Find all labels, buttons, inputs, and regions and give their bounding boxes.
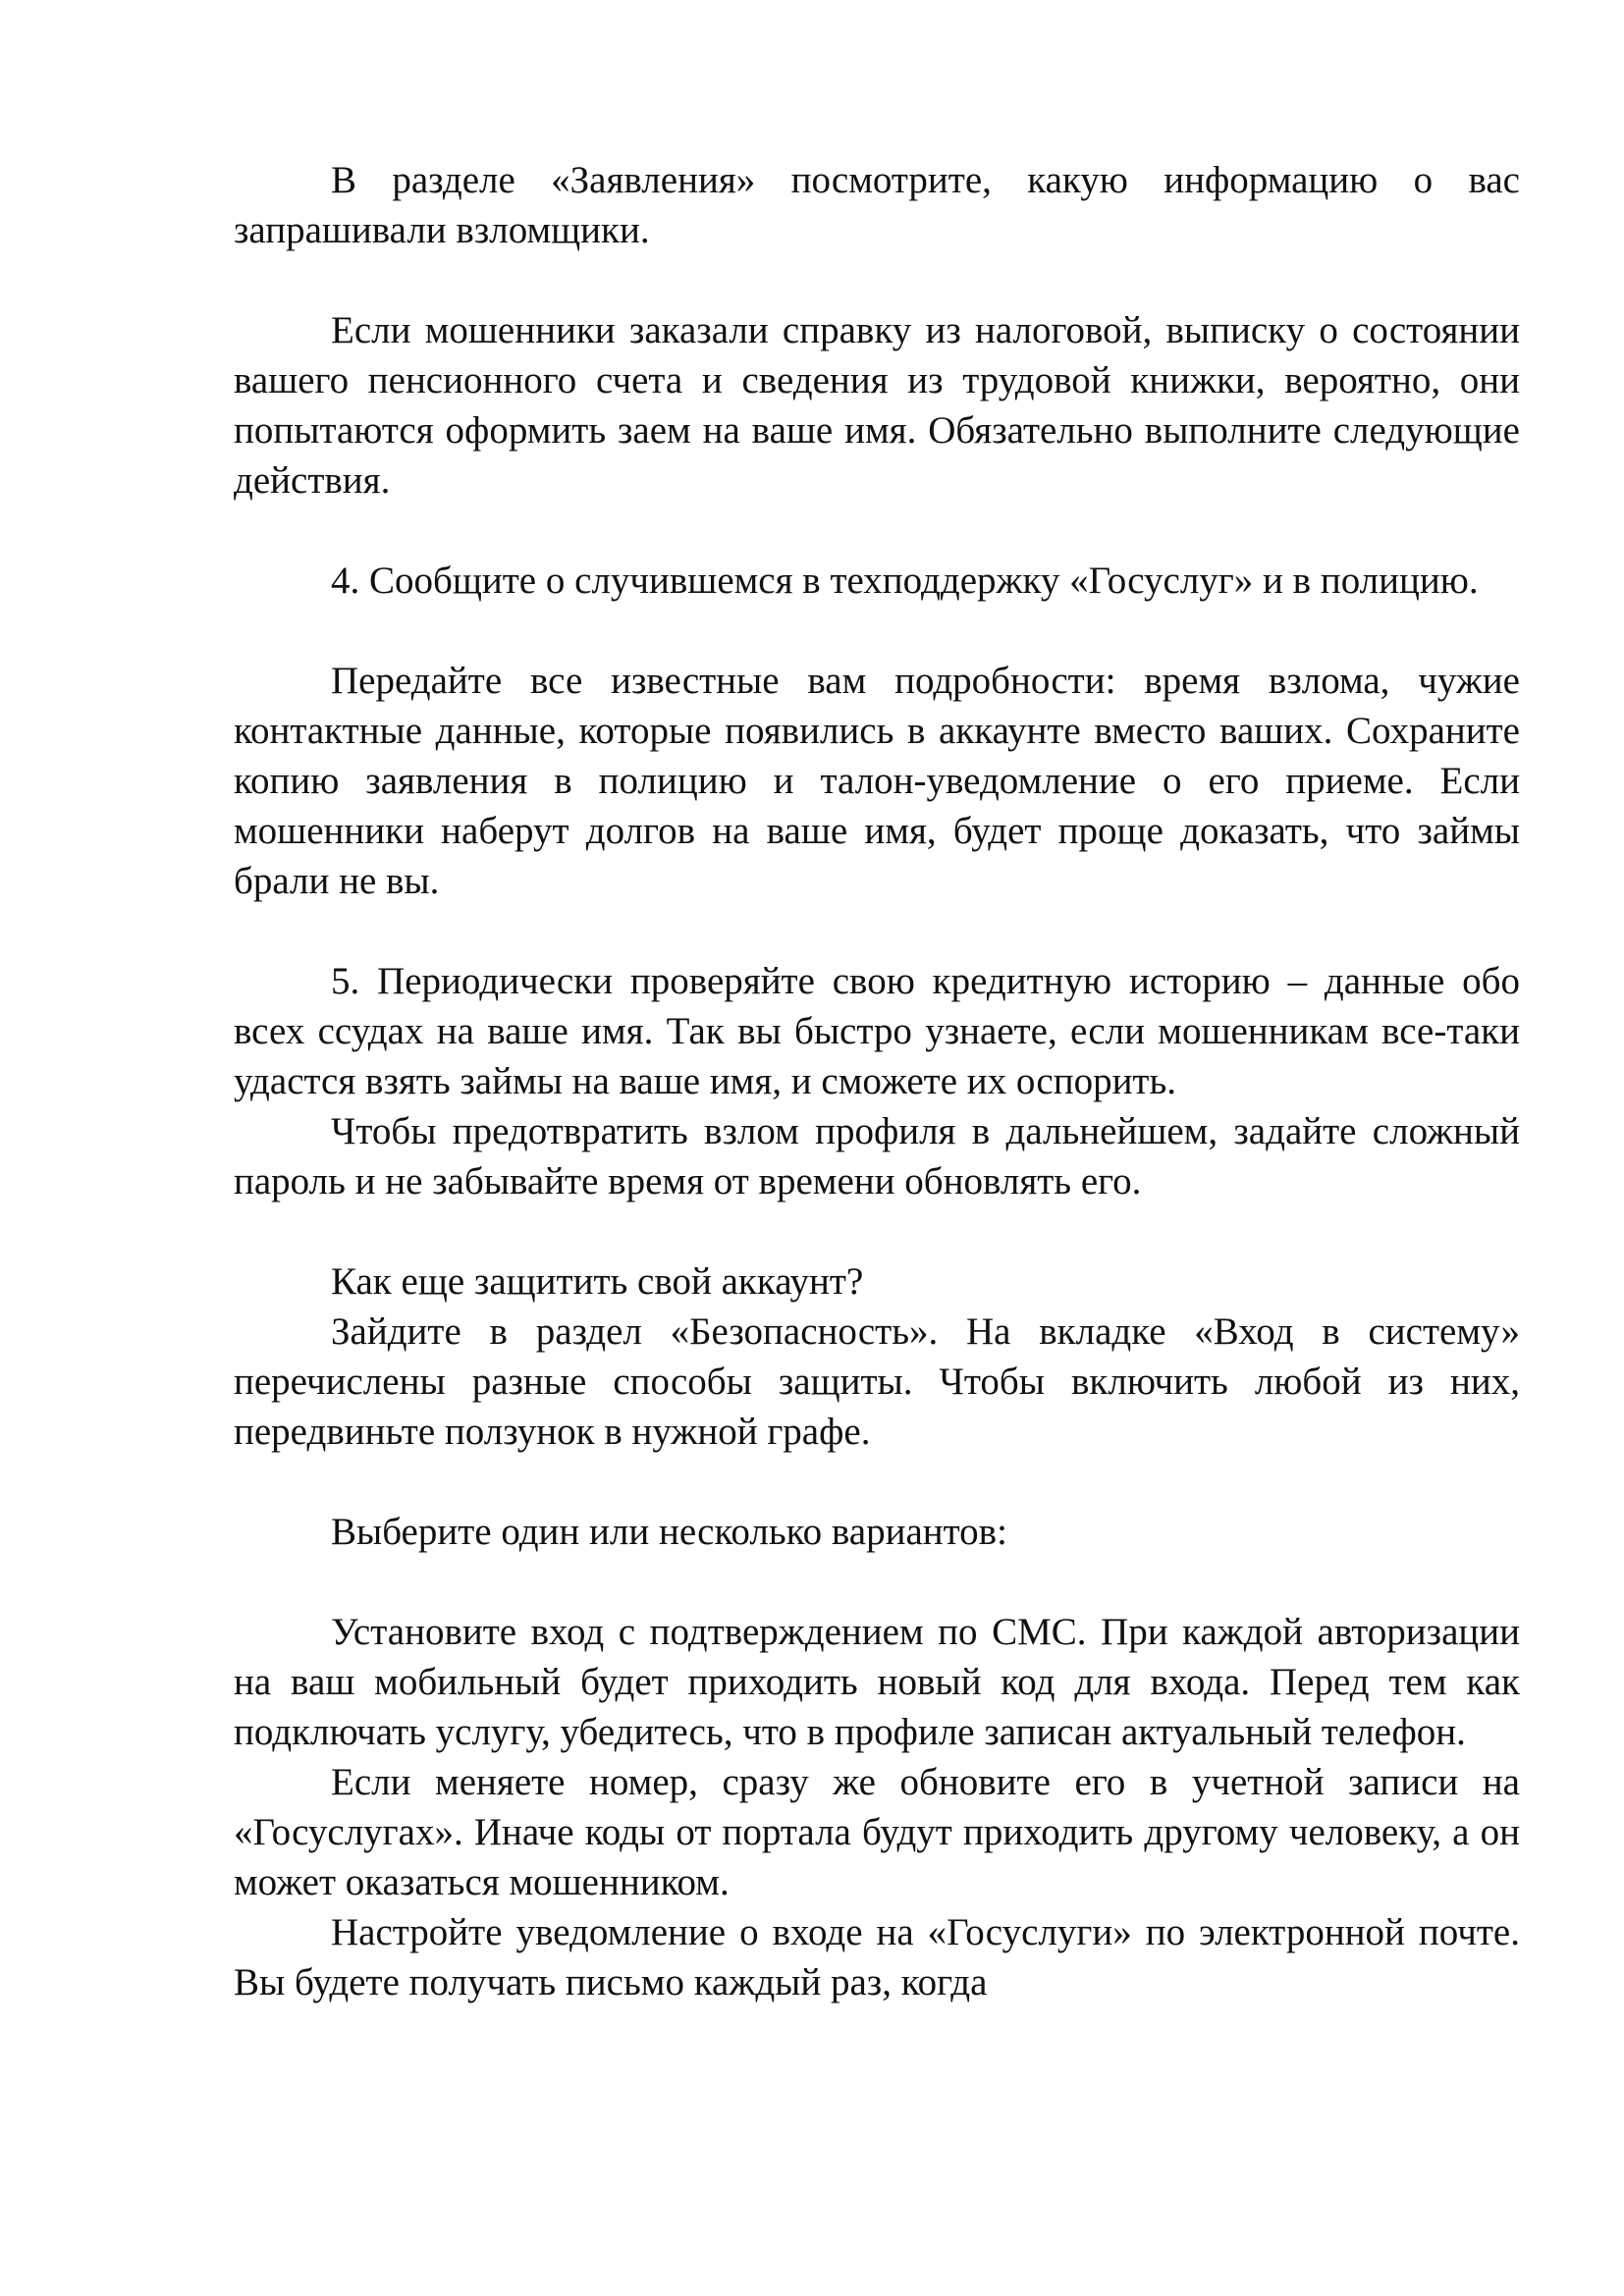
paragraph-choose-options: Выберите один или несколько вариантов: <box>331 1511 1007 1553</box>
paragraph-fraud-warning: Если мошенники заказали справку из налоговой, выписку о состоянии вашего пенсионного счета и сведения из трудовой книжки, вероятно, они попытаются оформить заем на ваше имя. Обязательно выполните следующие действия. <box>234 309 1520 502</box>
paragraph-statements: В разделе «Заявления» посмотрите, какую информацию о вас запрашивали взломщики. <box>234 159 1520 251</box>
paragraph-change-number: Если меняете номер, сразу же обновите его в учетной записи на «Госуслугах». Иначе коды от портала будут приходить другому человеку, а он может оказаться мошенником. <box>234 1761 1520 1903</box>
document-page <box>234 155 1520 2007</box>
paragraph-question: Как еще защитить свой аккаунт? <box>331 1260 864 1303</box>
paragraph-step-5: 5. Периодически проверяйте свою кредитную историю – данные обо всех ссудах на ваше имя. Так вы быстро узнаете, если мошенникам все-таки удастся взять займы на ваше имя, и сможете их оспорить. <box>234 960 1520 1102</box>
paragraph-step-4: 4. Сообщите о случившемся в техподдержку «Госуслуг» и в полицию. <box>331 560 1479 602</box>
paragraph-details: Передайте все известные вам подробности: время взлома, чужие контактные данные, которые появились в аккаунте вместо ваших. Сохраните копию заявления в полицию и талон-уведомление о его приеме. Если мошенники наберут долгов на ваше имя, будет проще доказать, что займы брали не вы. <box>234 660 1520 902</box>
paragraph-email-notification: Настройте уведомление о входе на «Госуслуги» по электронной почте. Вы будете получать письмо каждый раз, когда <box>234 1911 1520 2003</box>
paragraph-sms-login: Установите вход с подтверждением по СМС. При каждой авторизации на ваш мобильный будет приходить новый код для входа. Перед тем как подключать услугу, убедитесь, что в профиле записан актуальный телефон. <box>234 1611 1520 1753</box>
paragraph-security-section: Зайдите в раздел «Безопасность». На вкладке «Вход в систему» перечислены разные способы защиты. Чтобы включить любой из них, передвиньте ползунок в нужной графе. <box>234 1310 1520 1453</box>
paragraph-password: Чтобы предотвратить взлом профиля в дальнейшем, задайте сложный пароль и не забывайте время от времени обновлять его. <box>234 1110 1520 1202</box>
